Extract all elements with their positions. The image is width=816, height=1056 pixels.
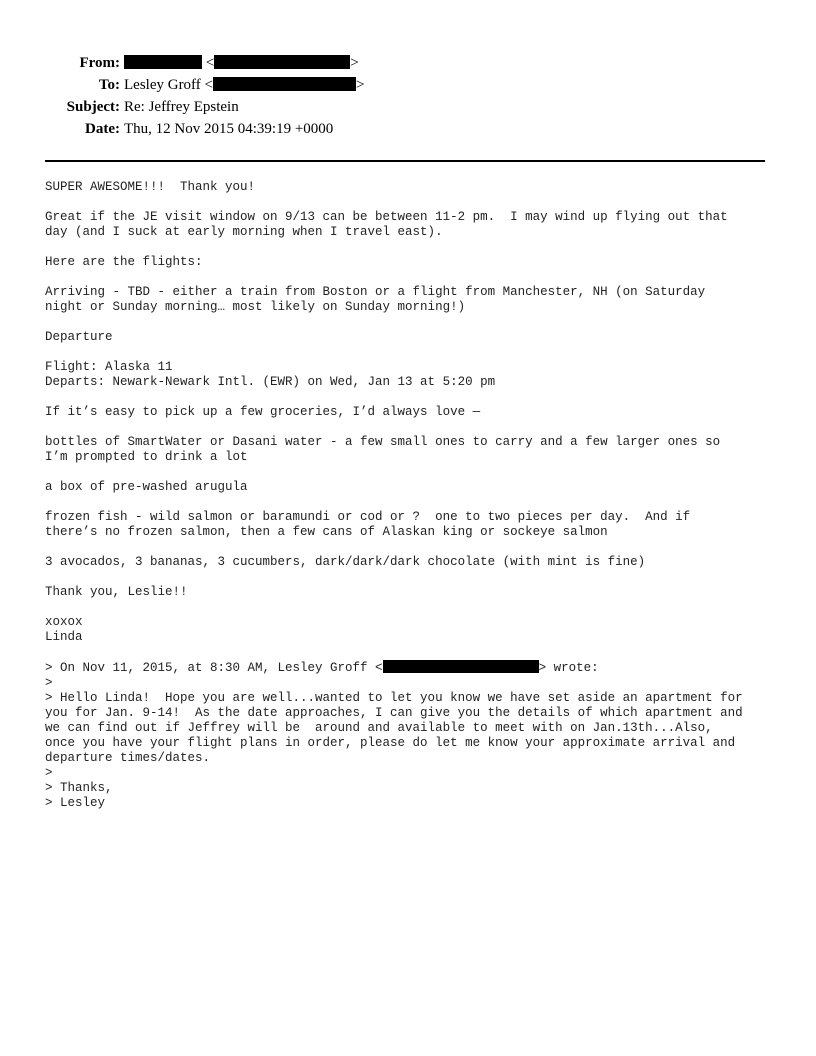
quote-attribution-end: > wrote: bbox=[538, 661, 599, 675]
email-header bbox=[0, 52, 816, 140]
from-label: From: bbox=[79, 55, 120, 71]
body-paragraph: Arriving - TBD - either a train from Boston or a flight from Manchester, NH (on Saturday night or Sunday morning… most likely on Sunday morning!) bbox=[45, 285, 706, 314]
quoted-line: > bbox=[45, 676, 53, 690]
body-paragraph: Here are the flights: bbox=[45, 255, 203, 269]
to-value bbox=[124, 74, 364, 96]
quoted-header-line bbox=[45, 660, 785, 676]
subject-value: Re: Jeffrey Epstein bbox=[124, 99, 239, 115]
body-paragraph: If it’s easy to pick up a few groceries, I’d always love — bbox=[45, 405, 481, 419]
angle-close: > bbox=[356, 77, 365, 93]
body-paragraph: Departure bbox=[45, 330, 113, 344]
quote-attribution: > On Nov 11, 2015, at 8:30 AM, Lesley Groff < bbox=[45, 661, 383, 675]
redaction-bar bbox=[213, 77, 356, 91]
body-paragraph: frozen fish - wild salmon or baramundi or cod or ? one to two pieces per day. And if there’s no frozen salmon, then a few cans of Alaskan king or sockeye salmon bbox=[45, 510, 691, 539]
to-row bbox=[0, 74, 816, 96]
body-paragraph: a box of pre-washed arugula bbox=[45, 480, 248, 494]
redaction-bar bbox=[214, 55, 350, 69]
subject-row bbox=[0, 96, 816, 118]
body-paragraph: 3 avocados, 3 bananas, 3 cucumbers, dark/dark/dark chocolate (with mint is fine) bbox=[45, 555, 646, 569]
body-paragraph: Great if the JE visit window on 9/13 can be between 11-2 pm. I may wind up flying out that day (and I suck at early morning when I travel east). bbox=[45, 210, 728, 239]
to-label: To: bbox=[98, 77, 120, 93]
subject-label: Subject: bbox=[66, 99, 120, 115]
body-paragraph: SUPER AWESOME!!! Thank you! bbox=[45, 180, 256, 194]
date-row bbox=[0, 118, 816, 140]
angle-open: < bbox=[205, 55, 215, 71]
angle-close: > bbox=[350, 55, 359, 71]
body-paragraph: Flight: Alaska 11 Departs: Newark-Newark Intl. (EWR) on Wed, Jan 13 at 5:20 pm bbox=[45, 360, 496, 389]
quoted-signoff: > Thanks, > Lesley bbox=[45, 781, 113, 810]
body-paragraph: Thank you, Leslie!! bbox=[45, 585, 188, 599]
email-body bbox=[45, 180, 785, 811]
quoted-line: > bbox=[45, 766, 53, 780]
signature: xoxox Linda bbox=[45, 615, 83, 644]
to-name: Lesley Groff bbox=[124, 77, 201, 93]
body-paragraph: bottles of SmartWater or Dasani water - a few small ones to carry and a few larger ones so I’m prompted to drink a lot bbox=[45, 435, 721, 464]
angle-open: < bbox=[204, 77, 213, 93]
date-value: Thu, 12 Nov 2015 04:39:19 +0000 bbox=[124, 121, 334, 137]
redaction-bar bbox=[383, 660, 539, 673]
date-label: Date: bbox=[85, 121, 120, 137]
redaction-bar bbox=[124, 55, 202, 69]
header-divider bbox=[45, 160, 765, 162]
from-value bbox=[124, 52, 359, 74]
from-row bbox=[0, 52, 816, 74]
quoted-message: > Hello Linda! Hope you are well...wanted to let you know we have set aside an apartment for you for Jan. 9-14! As the date approaches, I can give you the details of which apartment and we can find out if Jeffrey will be around and available to meet with on Jan.13th...Also, once you have your flight plans in order, please do let me know your approximate arrival and departure times/dates. bbox=[45, 691, 743, 765]
